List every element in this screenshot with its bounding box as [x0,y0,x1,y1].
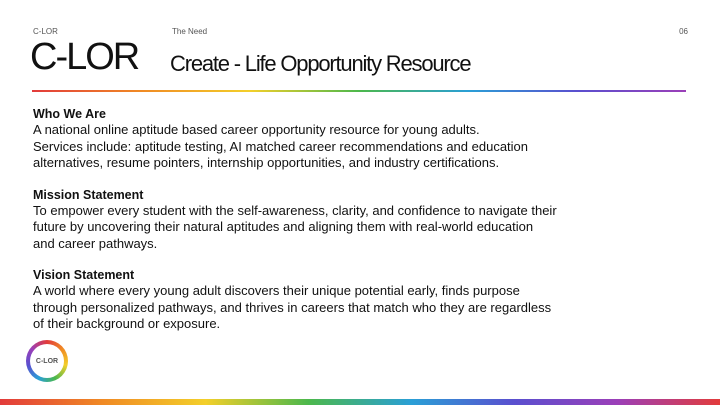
mission-section [33,187,673,253]
vision-heading: Vision Statement [33,268,135,282]
logo-text: C-LOR [30,344,64,378]
who-we-are-line: A national online aptitude based career opportunity resource for young adults. [33,122,480,137]
mission-heading: Mission Statement [33,187,144,202]
vision-line: through personalized pathways, and thrives in careers that match who they are regardless [33,299,552,315]
who-we-are-heading: Who We Are [33,107,106,121]
footer-gradient-bar [0,399,720,405]
who-we-are-section [33,106,673,172]
mission-line: future by uncovering their natural aptitudes and aligning them with real-world education [33,219,534,234]
mission-line: To empower every student with the self-awareness, clarity, and confidence to navigate their [33,202,557,218]
gradient-divider [32,90,686,92]
vision-section [33,267,673,333]
logo [26,340,68,382]
page-number: 06 [679,27,688,36]
page-title: Create - Life Opportunity Resource [170,51,471,76]
mission-line: and career pathways. [33,235,158,251]
vision-line: A world where every young adult discovers their unique potential early, finds purpose [33,283,520,298]
vision-line: of their background or exposure. [33,316,221,331]
content-area [33,106,673,348]
brand-title: C-LOR [30,36,139,78]
who-we-are-line: alternatives, resume pointers, internship opportunities, and industry certifications. [33,155,500,170]
section-label: The Need [172,27,208,36]
brand-small-label: C-LOR [33,27,58,36]
who-we-are-line: Services include: aptitude testing, AI matched career recommendations and education [33,138,529,154]
